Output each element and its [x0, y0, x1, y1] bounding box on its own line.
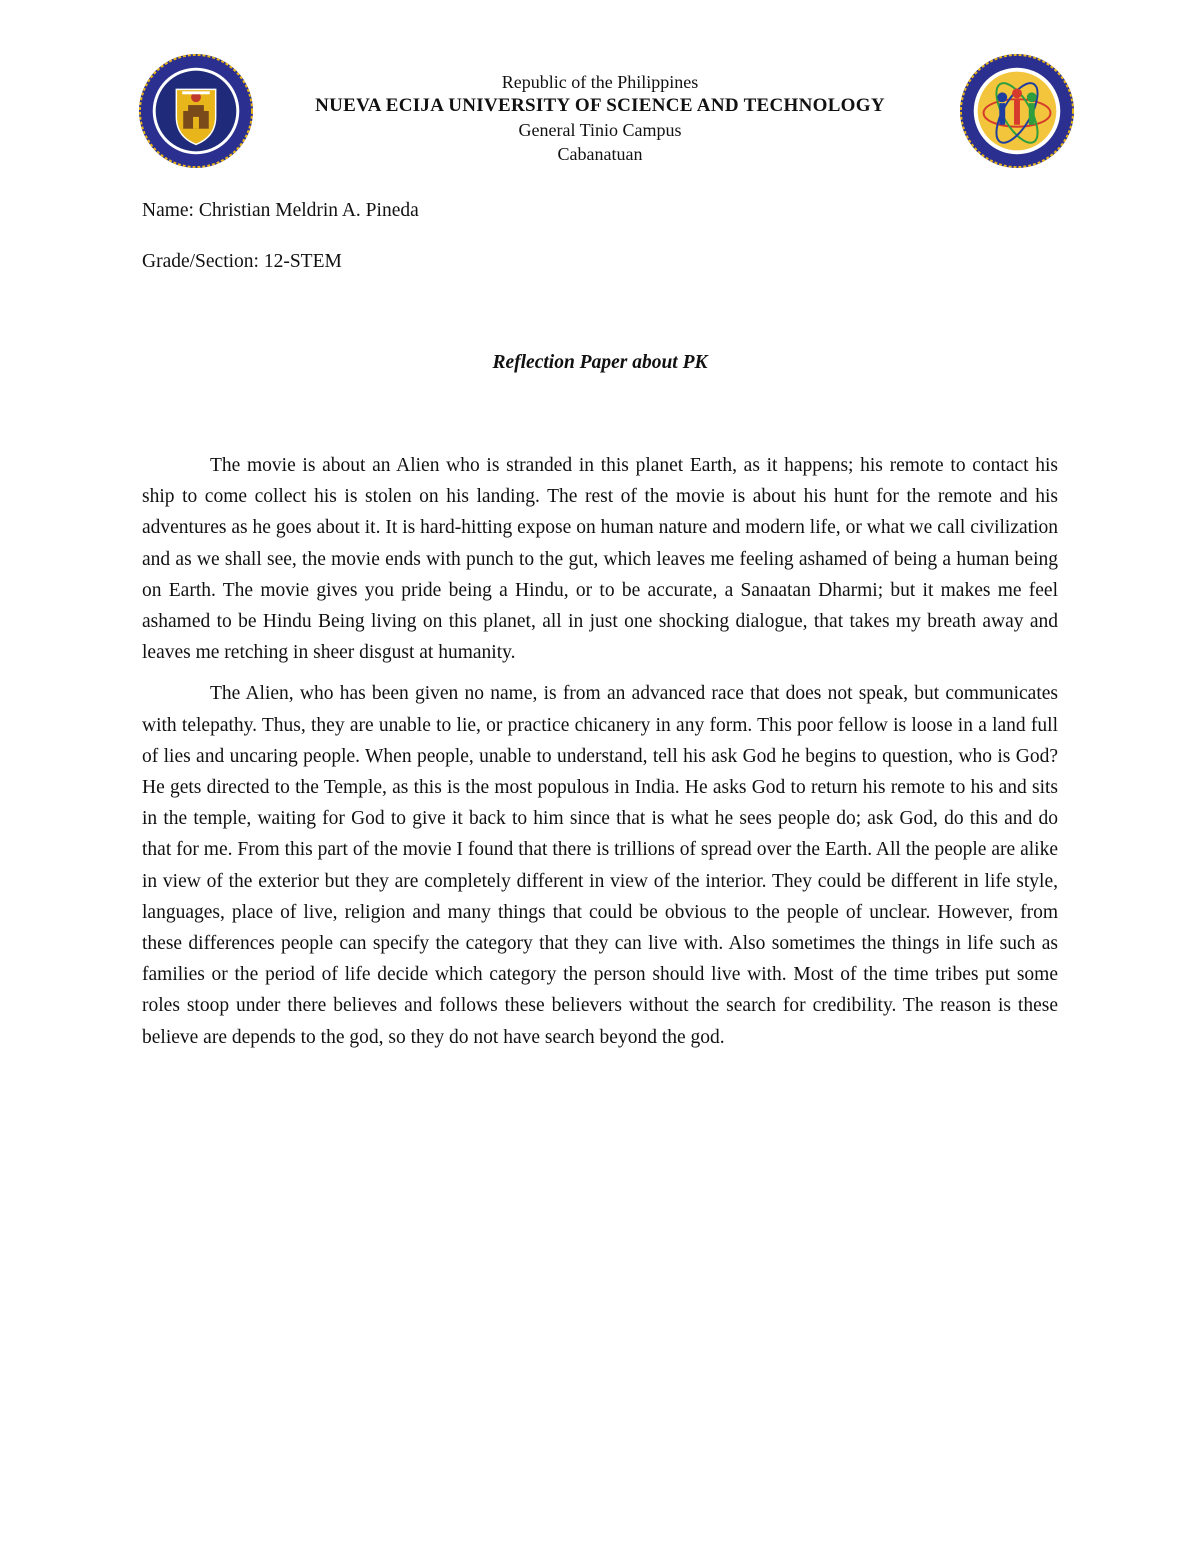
paragraph: The movie is about an Alien who is stranded in this planet Earth, as it happens; his remote to contact his ship to come collect his is stolen on his landing. The rest of the movie is about his hunt for the remote and his adventures as he goes about it. It is hard-hitting expose on human nature and modern life, or what we call civilization and as we shall see, the movie ends with punch to the gut, which leaves me feeling ashamed of being a human being on Earth. The movie gives you pride being a Hindu, or to be accurate, a Sanaatan Dharmi; but it makes me feel ashamed to be Hindu Being living on this planet, all in just one shocking dialogue, that takes my breath away and leaves me retching in sheer disgust at humanity.	[142, 455, 1058, 664]
city-line: Cabanatuan	[557, 144, 643, 164]
university-seal-icon	[137, 52, 255, 170]
campus-line: General Tinio Campus	[518, 120, 682, 140]
republic-line: Republic of the Philippines	[501, 72, 699, 92]
university-name: NUEVA ECIJA UNIVERSITY OF SCIENCE AND TECHNOLOGY	[315, 95, 885, 116]
laboratory-high-school-icon	[958, 52, 1076, 170]
university-seal-logo	[137, 52, 255, 170]
laboratory-high-school-logo	[958, 52, 1076, 170]
document-body	[142, 450, 1058, 1063]
paragraph: The Alien, who has been given no name, is from an advanced race that does not speak, but communicates with telepathy. Thus, they are unable to lie, or practice chicanery in any form. This poor fellow is loose in a land full of lies and uncaring people. When people, unable to understand, tell his ask God he begins to question, who is God? He gets directed to the Temple, as this is the most populous in India. He asks God to return his remote to his and sits in the temple, waiting for God to give it back to him since that is what he sees people do; ask God, do this and do that for me. From this part of the movie I found that there is trillions of spread over the Earth. All the people are alike in view of the exterior but they are completely different in view of the interior. They could be different in life style, languages, place of live, religion and many things that could be obvious to the people of unclear. However, from these differences people can specify the category that they can live with. Also sometimes the things in life such as families or the period of life decide which category the person should live with. Most of the time tribes put some roles stoop under there believes and follows these believers without the search for credibility. The reason is these believe are depends to the god, so they do not have search beyond the god.	[142, 683, 1058, 1048]
student-name: Name: Christian Meldrin A. Pineda	[142, 200, 419, 221]
grade-section: Grade/Section: 12-STEM	[142, 251, 342, 272]
document-title: Reflection Paper about PK	[492, 352, 708, 373]
letterhead	[260, 70, 940, 166]
